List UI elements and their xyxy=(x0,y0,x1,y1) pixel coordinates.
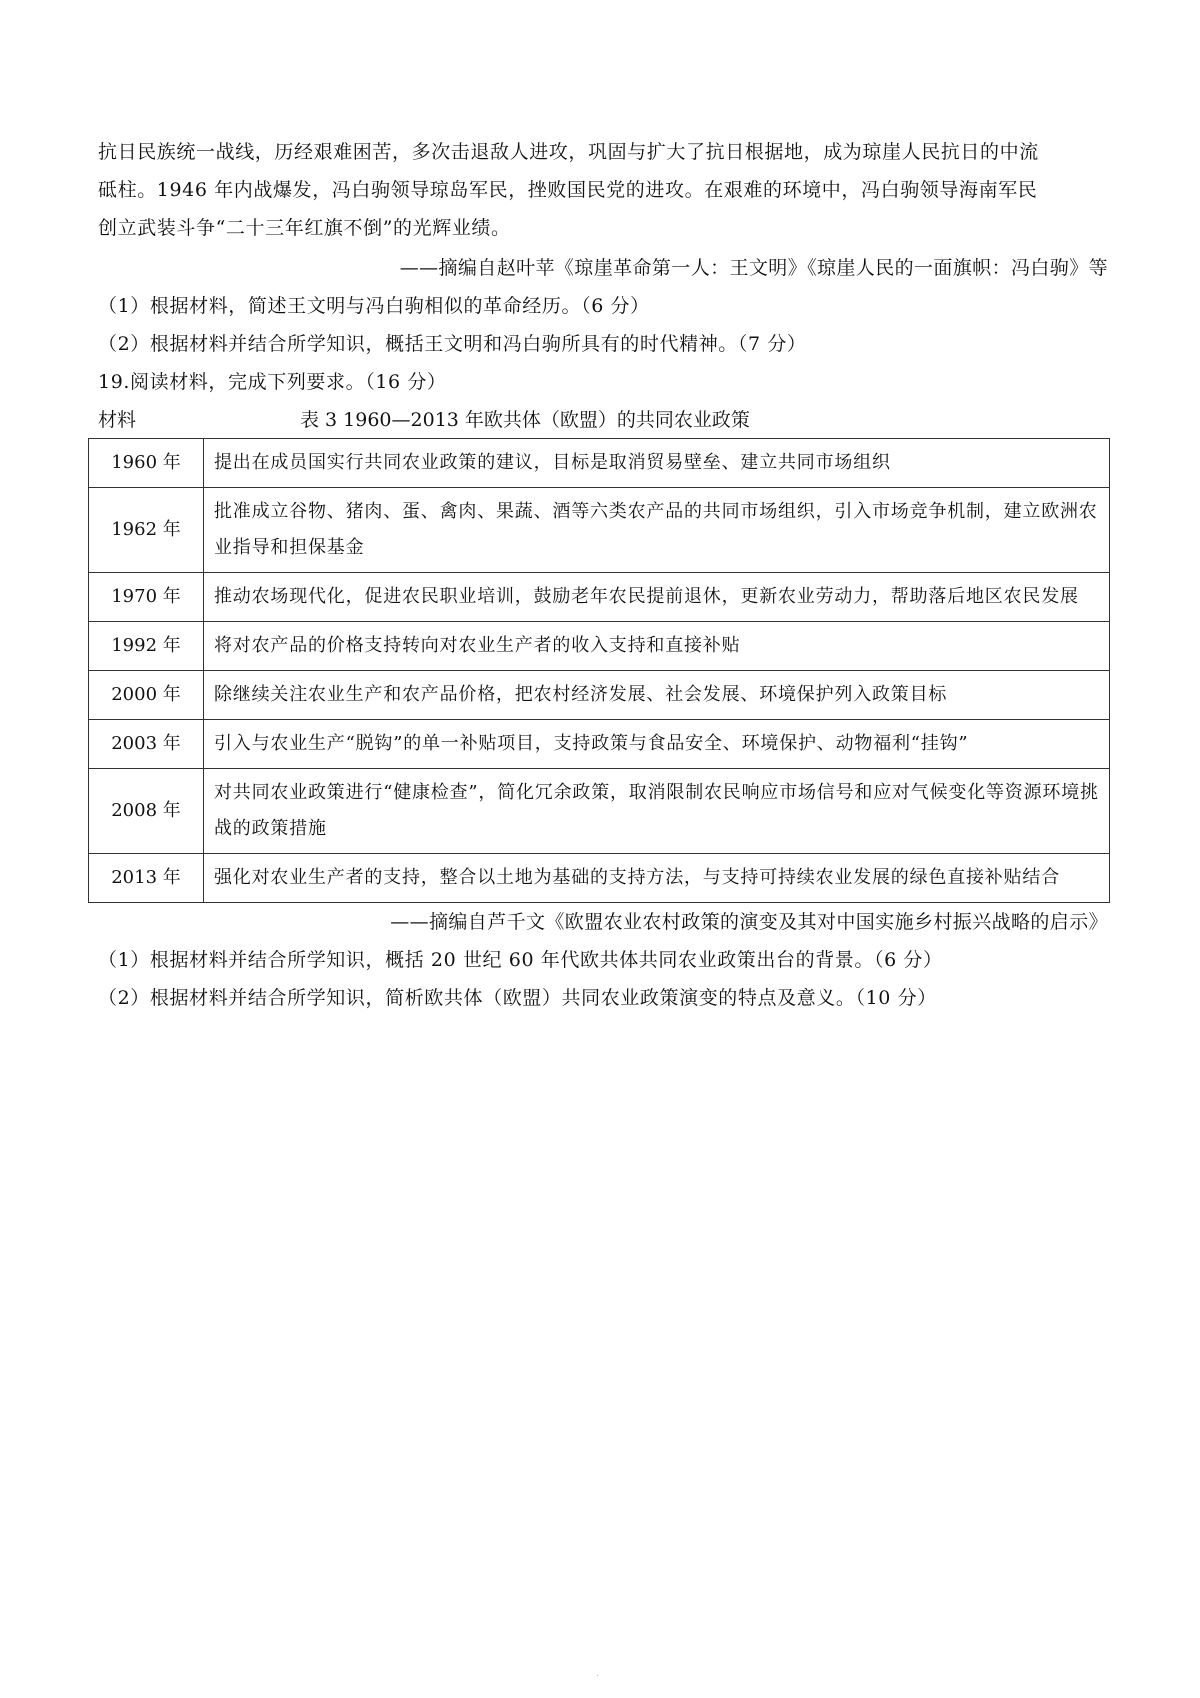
footer-mark: . xyxy=(596,1668,600,1679)
content-cell: 批准成立谷物、猪肉、蛋、禽肉、果蔬、酒等六类农产品的共同市场组织，引入市场竞争机制，建立欧洲农业指导和担保基金 xyxy=(204,488,1110,573)
content-cell: 除继续关注农业生产和农产品价格，把农村经济发展、社会发展、环境保护列入政策目标 xyxy=(204,671,1110,720)
year-cell: 2003 年 xyxy=(89,720,204,769)
year-cell: 1970 年 xyxy=(89,573,204,622)
question-19-heading: 19.阅读材料，完成下列要求。（16 分） xyxy=(98,371,447,393)
year-cell: 2013 年 xyxy=(89,854,204,903)
source-citation-2: ——摘编自芦千文《欧盟农业农村政策的演变及其对中国实施乡村振兴战略的启示》 xyxy=(390,911,1108,933)
table-row xyxy=(89,439,1110,488)
content-cell: 将对农产品的价格支持转向对农业生产者的收入支持和直接补贴 xyxy=(204,622,1110,671)
year-cell: 2008 年 xyxy=(89,769,204,854)
content-cell: 引入与农业生产“脱钩”的单一补贴项目，支持政策与食品安全、环境保护、动物福利“挂钩” xyxy=(204,720,1110,769)
question-18-2: （2）根据材料并结合所学知识，概括王文明和冯白驹所具有的时代精神。（7 分） xyxy=(98,333,807,355)
table-title: 表 3 1960—2013 年欧共体（欧盟）的共同农业政策 xyxy=(300,409,750,431)
intro-line-1: 抗日民族统一战线，历经艰难困苦，多次击退敌人进攻，巩固与扩大了抗日根据地，成为琼崖人民抗日的中流 xyxy=(98,141,1039,163)
table-row xyxy=(89,854,1110,903)
content-cell: 推动农场现代化，促进农民职业培训，鼓励老年农民提前退休，更新农业劳动力，帮助落后地区农民发展 xyxy=(204,573,1110,622)
table-row xyxy=(89,622,1110,671)
table-row xyxy=(89,671,1110,720)
table-row xyxy=(89,488,1110,573)
intro-line-2: 砥柱。1946 年内战爆发，冯白驹领导琼岛军民，挫败国民党的进攻。在艰难的环境中，冯白驹领导海南军民 xyxy=(98,179,1038,201)
year-cell: 1992 年 xyxy=(89,622,204,671)
year-cell: 2000 年 xyxy=(89,671,204,720)
material-label: 材料 xyxy=(98,409,137,431)
question-19-1: （1）根据材料并结合所学知识，概括 20 世纪 60 年代欧共体共同农业政策出台的背景。（6 分） xyxy=(98,949,943,971)
year-cell: 1962 年 xyxy=(89,488,204,573)
table-row xyxy=(89,769,1110,854)
content-cell: 强化对农业生产者的支持，整合以土地为基础的支持方法，与支持可持续农业发展的绿色直接补贴结合 xyxy=(204,854,1110,903)
table-row xyxy=(89,573,1110,622)
source-citation-1: ——摘编自赵叶苹《琼崖革命第一人：王文明》《琼崖人民的一面旗帜：冯白驹》等 xyxy=(399,257,1108,279)
intro-line-3: 创立武装斗争“二十三年红旗不倒”的光辉业绩。 xyxy=(98,217,511,239)
content-cell: 对共同农业政策进行“健康检查”，简化冗余政策，取消限制农民响应市场信号和应对气候变化等资源环境挑战的政策措施 xyxy=(204,769,1110,854)
question-19-2: （2）根据材料并结合所学知识，简析欧共体（欧盟）共同农业政策演变的特点及意义。（10 分） xyxy=(98,987,937,1009)
content-cell: 提出在成员国实行共同农业政策的建议，目标是取消贸易壁垒、建立共同市场组织 xyxy=(204,439,1110,488)
question-18-1: （1）根据材料，简述王文明与冯白驹相似的革命经历。（6 分） xyxy=(98,295,650,317)
year-cell: 1960 年 xyxy=(89,439,204,488)
policy-table xyxy=(88,438,1110,903)
table-row xyxy=(89,720,1110,769)
